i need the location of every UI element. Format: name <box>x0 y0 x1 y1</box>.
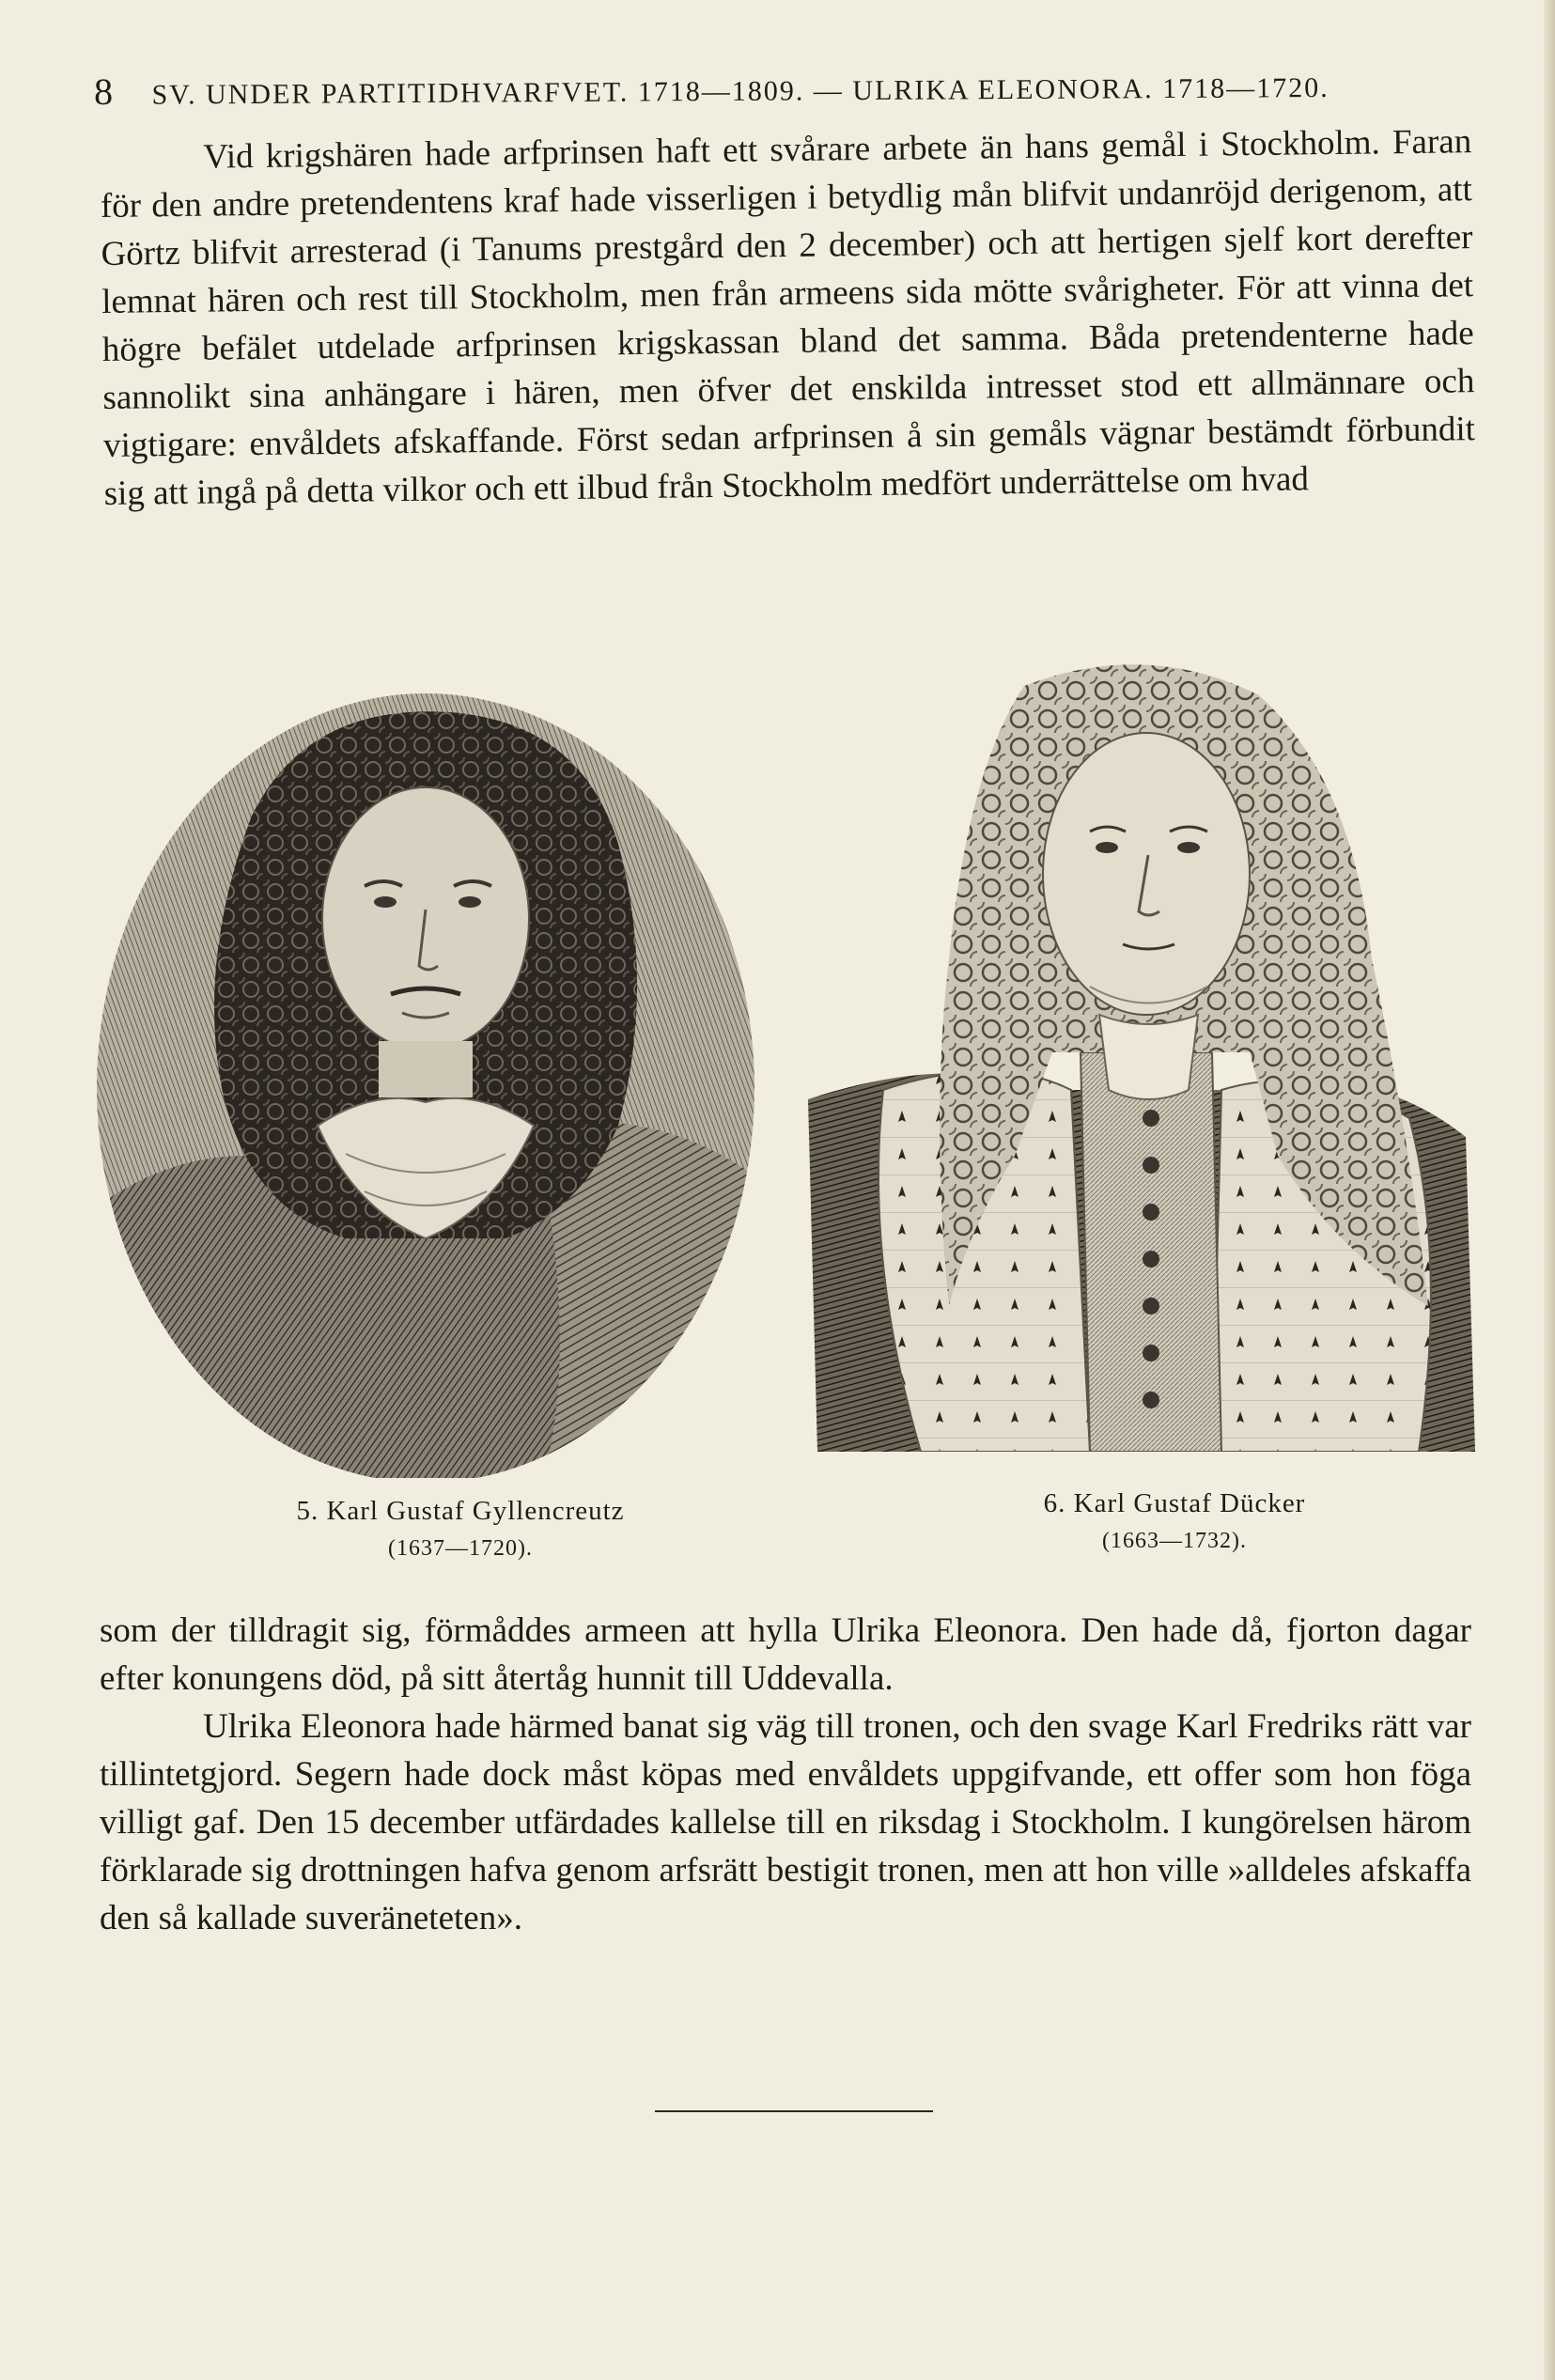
page-number: 8 <box>93 70 116 113</box>
text-block-bottom <box>100 1607 1471 1942</box>
caption-title: 5. Karl Gustaf Gyllencreutz <box>296 1496 625 1526</box>
series-title: SV. UNDER PARTITIDHVARFVET. 1718—1809. <box>151 75 805 111</box>
figure-caption-6 <box>940 1485 1409 1560</box>
portrait-ducker <box>808 648 1485 1452</box>
figure-caption-5 <box>179 1492 742 1567</box>
running-head <box>93 61 1456 113</box>
section-divider <box>655 2110 933 2112</box>
paragraph-continuation: som der tilldragit sig, förmåddes armeen att hylla Ulrika Eleonora. Den hade då, fjorton dagar efter konungens död, på sitt återtåg hunnit till Uddevalla. <box>100 1611 1471 1698</box>
caption-years: (1637—1720). <box>388 1536 533 1561</box>
portrait-gyllencreutz <box>92 684 759 1478</box>
caption-years: (1663—1732). <box>1102 1529 1247 1553</box>
caption-title: 6. Karl Gustaf Dücker <box>1043 1488 1306 1518</box>
paragraph-bottom: Ulrika Eleonora hade härmed banat sig väg till tronen, och den svage Karl Fredriks rätt var tillintetgjord. Segern hade dock måst köpas med envåldets uppgifvande, ett offer som hon föga villigt gaf. Den 15 december utfärdades kallelse till en riksdag i Stockholm. I kungörelsen härom förklarade sig drottningen hafva genom arfsrätt bestigit tronen, men att hon ville »alldeles afskaffa den så kallade suveräneteten». <box>100 1707 1471 1937</box>
page-edge <box>1544 0 1555 2380</box>
paragraph-top: Vid krigshären hade arfprinsen haft ett svårare arbete än hans gemål i Stockholm. Faran för den andre pretendentens kraf hade visserligen i betydlig mån blifvit undanröjd derigenom, att Görtz blifvit arresterad (i Tanums prestgård den 2 december) och att hertigen sjelf kort derefter lemnat hären och rest till Stockholm, men från armeens sida mötte svårigheter. För att vinna det högre befälet utdelade arfprinsen krigskassan bland det samma. Båda pretendenterne hade sannolikt sina anhängare i hären, men öfver det enskilda intresset stod ett allmännare och vigtigare: envåldets afskaffande. Först sedan arfprinsen å sin gemåls vägnar bestämdt förbundit sig att ingå på detta vilkor och ett ilbud från Stockholm medfört underrättelse om hvad <box>100 122 1476 513</box>
chapter-title: — ULRIKA ELEONORA. 1718—1720. <box>813 71 1330 107</box>
